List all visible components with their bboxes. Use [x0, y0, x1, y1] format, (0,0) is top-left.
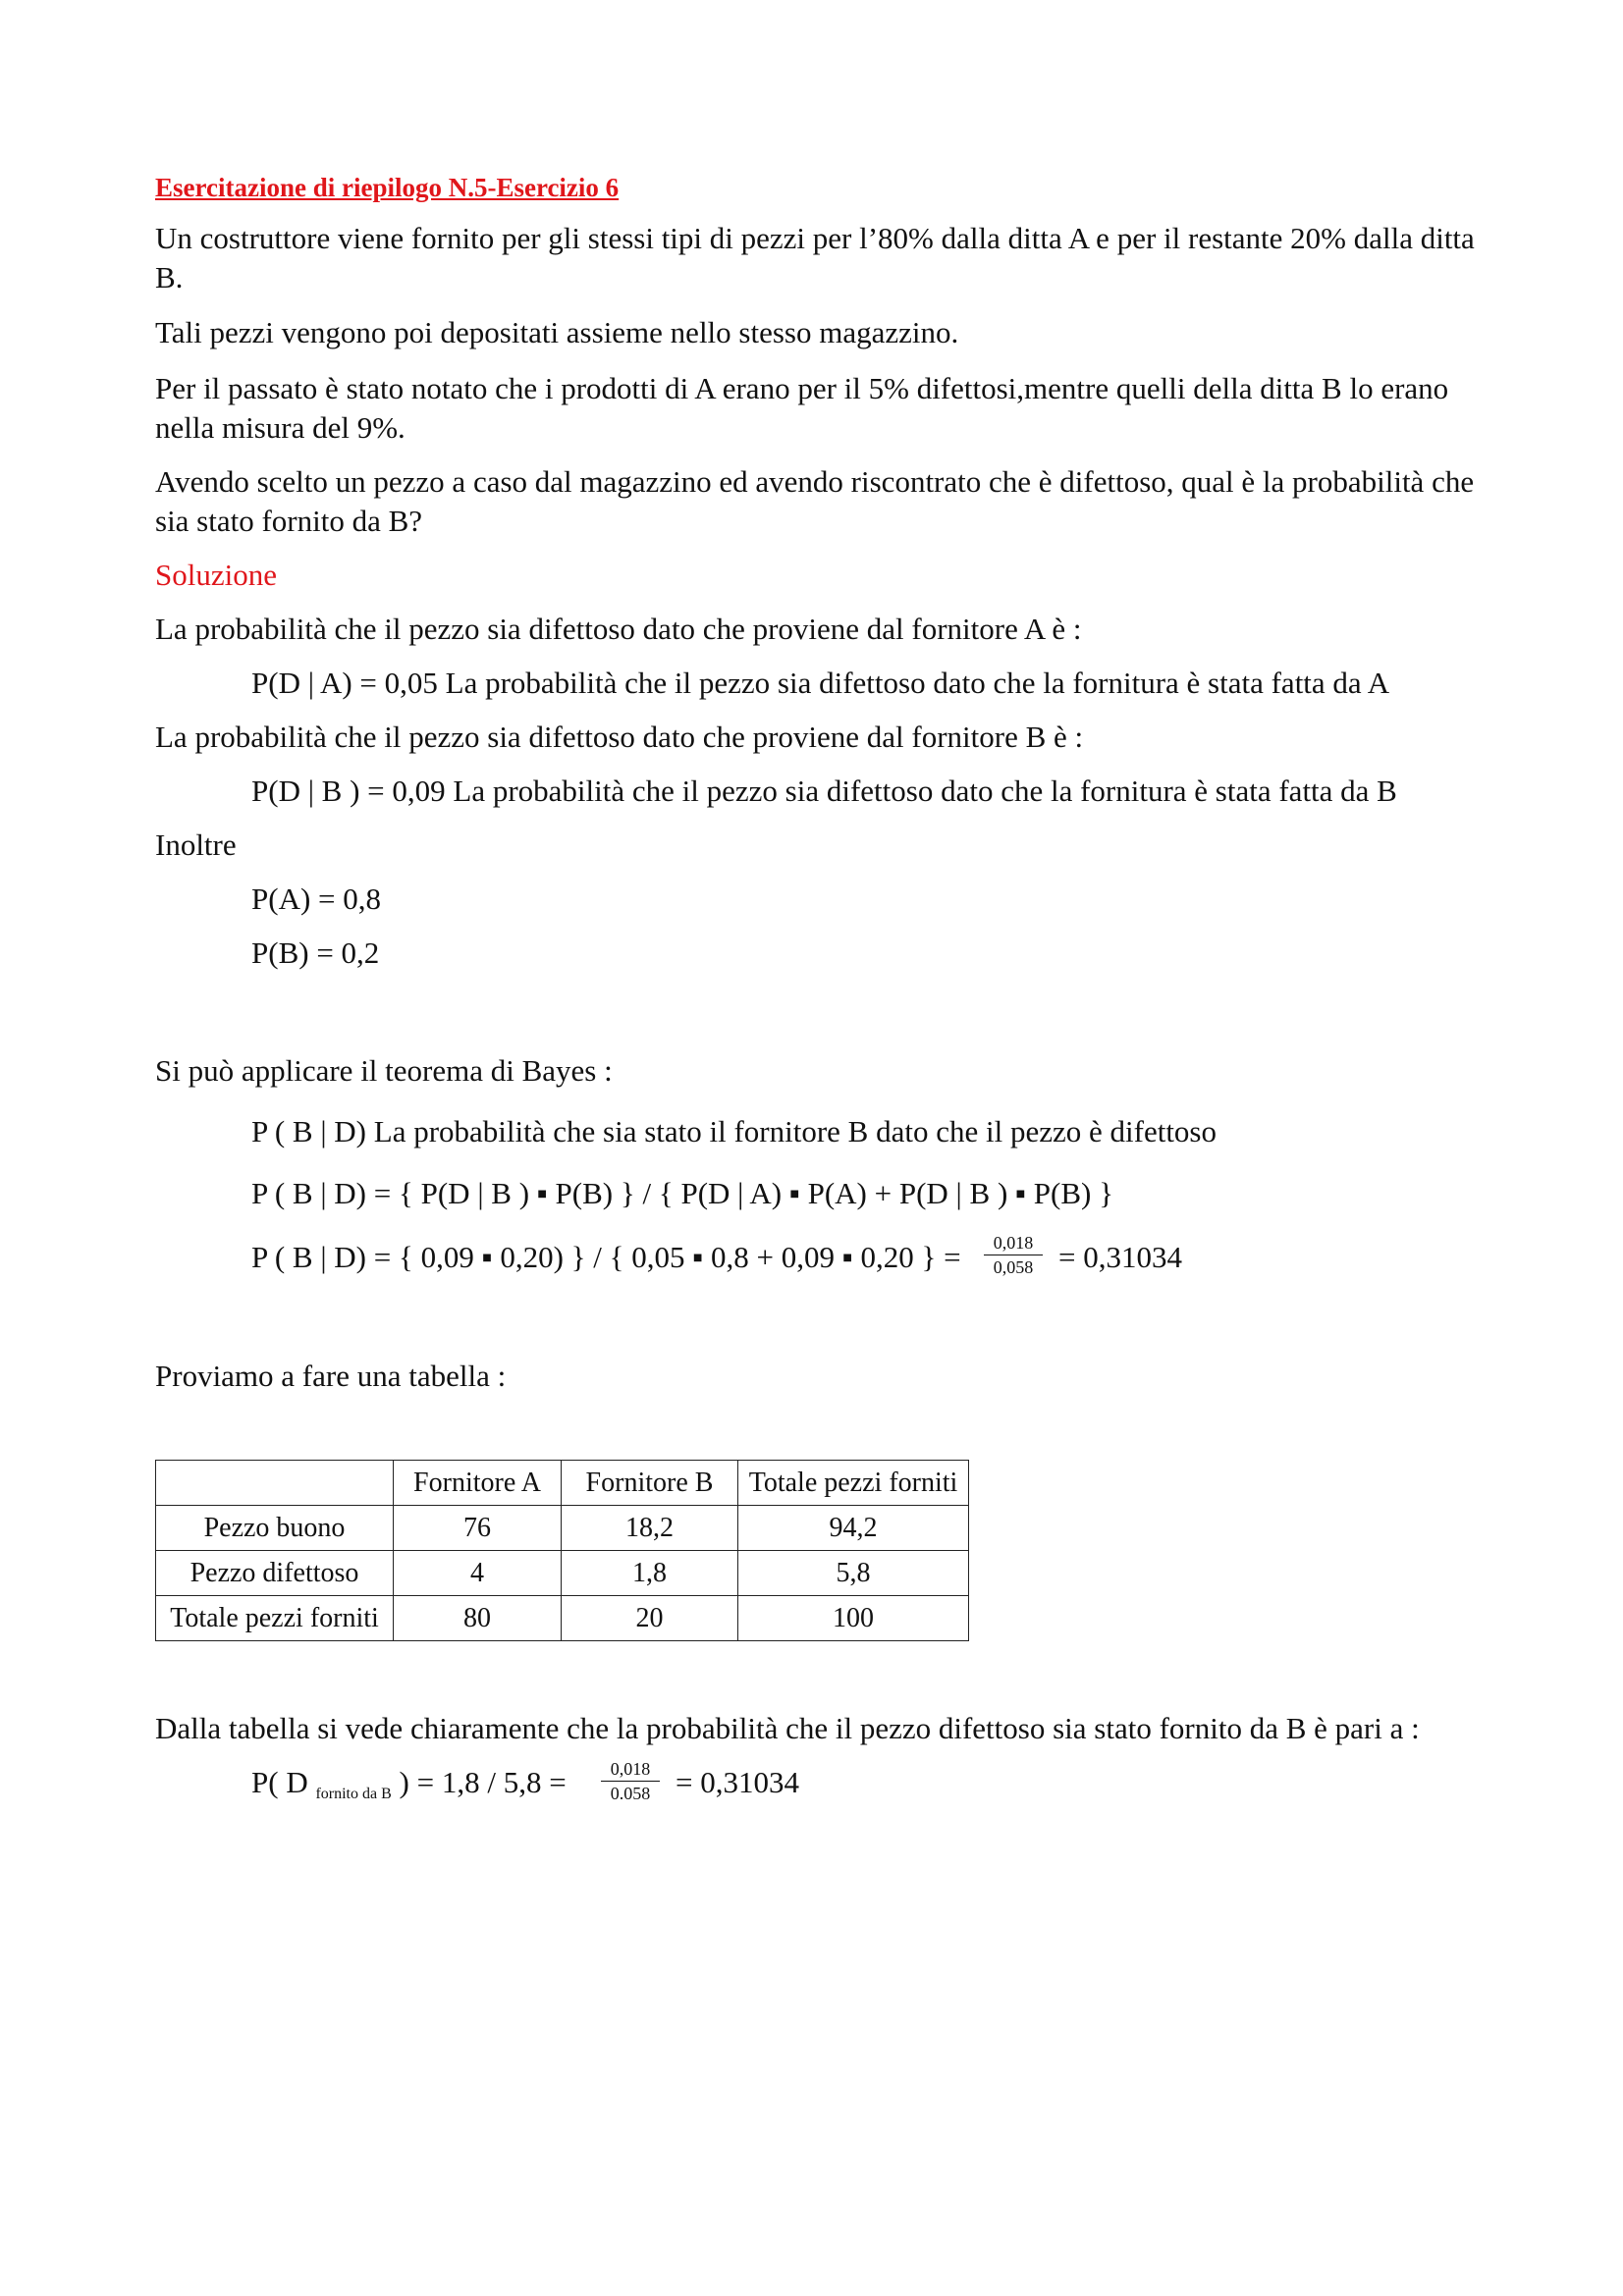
- bayes-fraction: [984, 1233, 1043, 1277]
- problem-line-4: Per il passato è stato notato che i prodotti di A erano per il 5% difettosi,mentre quelli della ditta B lo erano: [155, 371, 1449, 405]
- table-cell: Totale pezzi forniti: [156, 1596, 394, 1641]
- bayes-line-3: P ( B | D) = { 0,09 ▪ 0,20) } / { 0,05 ▪ 0,8 + 0,09 ▪ 0,20 } =: [251, 1240, 961, 1274]
- table-cell: Pezzo difettoso: [156, 1551, 394, 1596]
- prob-b: P(B) = 0,2: [251, 935, 380, 970]
- problem-line-7: sia stato fornito da B?: [155, 504, 423, 538]
- formula-a: P(D | A) = 0,05 La probabilità che il pezzo sia difettoso dato che la fornitura è stata fatta da A: [251, 666, 1390, 700]
- inoltre-label: Inoltre: [155, 828, 237, 862]
- table-header-cell: Fornitore B: [562, 1461, 738, 1506]
- conclusion-formula: [251, 1764, 567, 1813]
- table-cell: Pezzo buono: [156, 1506, 394, 1551]
- bayes-line-2: P ( B | D) = { P(D | B ) ▪ P(B) } / { P(D | A) ▪ P(A) + P(D | B ) ▪ P(B) }: [251, 1176, 1113, 1210]
- table-cell: 18,2: [562, 1506, 738, 1551]
- intro-a: La probabilità che il pezzo sia difettoso dato che proviene dal fornitore A è :: [155, 612, 1082, 646]
- conclusion-formula-start: P( D: [251, 1765, 308, 1799]
- table-cell: 20: [562, 1596, 738, 1641]
- table-cell: 76: [394, 1506, 562, 1551]
- problem-line-5: nella misura del 9%.: [155, 410, 406, 445]
- table-row: [156, 1506, 969, 1551]
- solution-heading: Soluzione: [155, 558, 277, 592]
- table-header-cell: [156, 1461, 394, 1506]
- table-row: [156, 1596, 969, 1641]
- exercise-title: Esercitazione di riepilogo N.5-Esercizio 6: [155, 173, 620, 202]
- table-row: [156, 1551, 969, 1596]
- table-cell: 100: [738, 1596, 969, 1641]
- formula-b: P(D | B ) = 0,09 La probabilità che il pezzo sia difettoso dato che la fornitura è stata fatta da B: [251, 774, 1397, 808]
- table-cell: 94,2: [738, 1506, 969, 1551]
- table-header-row: [156, 1461, 969, 1506]
- bayes-result: = 0,31034: [1058, 1240, 1182, 1274]
- prob-a: P(A) = 0,8: [251, 881, 382, 916]
- intro-b: La probabilità che il pezzo sia difettoso dato che proviene dal fornitore B è :: [155, 720, 1084, 754]
- table-header-cell: Totale pezzi forniti: [738, 1461, 969, 1506]
- table-cell: 80: [394, 1596, 562, 1641]
- bayes-fraction-denominator: 0,058: [993, 1257, 1034, 1277]
- conclusion-fraction: [601, 1759, 660, 1803]
- problem-line-2: B.: [155, 260, 184, 294]
- conclusion-formula-subscript: fornito da B: [315, 1786, 392, 1802]
- bayes-intro: Si può applicare il teorema di Bayes :: [155, 1053, 613, 1088]
- problem-line-6: Avendo scelto un pezzo a caso dal magazzino ed avendo riscontrato che è difettoso, qual è la probabilità che: [155, 464, 1475, 499]
- conclusion-text: Dalla tabella si vede chiaramente che la probabilità che il pezzo difettoso sia stato fornito da B è pari a :: [155, 1711, 1420, 1745]
- problem-line-3: Tali pezzi vengono poi depositati assieme nello stesso magazzino.: [155, 315, 959, 349]
- table-cell: 4: [394, 1551, 562, 1596]
- table-cell: 1,8: [562, 1551, 738, 1596]
- conclusion-fraction-denominator: 0.058: [610, 1784, 651, 1803]
- supplier-table: [155, 1460, 969, 1641]
- table-intro: Proviamo a fare una tabella :: [155, 1359, 507, 1393]
- table-header-cell: Fornitore A: [394, 1461, 562, 1506]
- bayes-fraction-numerator: 0,018: [984, 1233, 1043, 1255]
- bayes-line-1: P ( B | D) La probabilità che sia stato il fornitore B dato che il pezzo è difettoso: [251, 1114, 1217, 1148]
- conclusion-fraction-numerator: 0,018: [601, 1759, 660, 1782]
- table-cell: 5,8: [738, 1551, 969, 1596]
- conclusion-formula-mid: ) = 1,8 / 5,8 =: [399, 1765, 567, 1799]
- problem-line-1: Un costruttore viene fornito per gli stessi tipi di pezzi per l’80% dalla ditta A e per il restante 20% dalla ditta: [155, 221, 1475, 255]
- conclusion-result: = 0,31034: [676, 1765, 799, 1799]
